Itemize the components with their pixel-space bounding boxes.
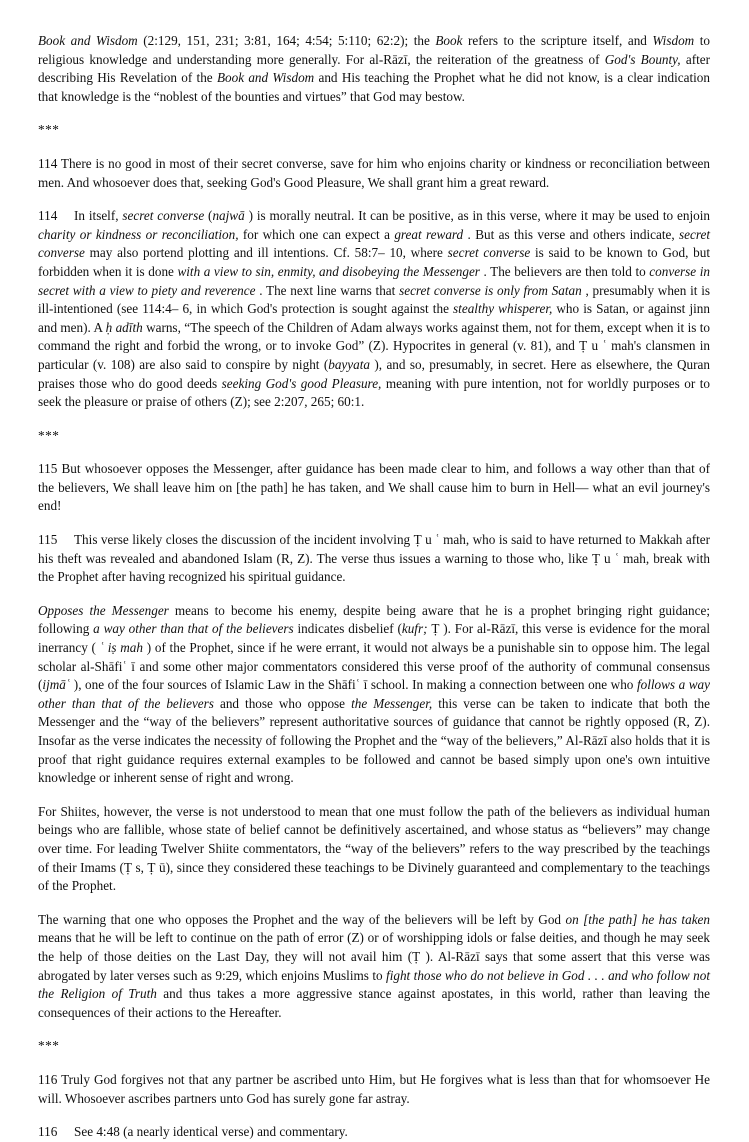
italic-kufr: kufr; [401, 621, 428, 637]
italic-charity-kindness-reconciliation: charity or kindness or reconciliation, [38, 226, 239, 242]
commentary-115-second: Opposes the Messenger means to become his enemy, despite being aware that he is a prophet bringing right guidance; following a way other than that of the believers indicates disbelief (kufr; Ṭ ). For al-Rāzī, this verse is evidence for the moral inerrancy ( ʿ iṣ mah ) of the Prophet, since if he were errant, it would not always be a punishable sin to oppose him. The legal scholar al-Shāfiʿ ī and some other major commentators considered this verse proof of the authority of communal consensus (ijmāʿ ), one of the four sources of Islamic Law in the Shāfiʿ ī school. In making a connection between one who follows a way other than that of the believers and those who oppose the Messenger, this verse can be taken to indicate that both the Messenger and the “way of the believers” represent authoritative sources of guidance that cannot be rightly opposed (R, Z). Insofar as the verse indicates the necessity of following the Prophet and the “way of the believers,” Al-Rāzī also holds that it is proof that right guidance requires external examples to be followed and cannot be based simply upon one's own intuitive knowledge or inherent sense of right and wrong. [38, 602, 711, 786]
italic-ijma: ijmāʿ [42, 677, 71, 693]
commentary-115-fourth: The warning that one who opposes the Prophet and the way of the believers will be left by God on [the path] he has taken means that he will be left to continue on the path of error (Z) or of worshipping idols or false deities, and though he may seek the help of those deities on the Last Day, they will not avail him (Ṭ ). Al-Rāzī says that some assert that this verse was abrogated by later verses such as 9:29, which enjoins Muslims to fight those who do not believe in God . . . and who follow not the Religion of Truth and thus takes a more aggressive stance against apostates, in this world, rather than leaving the consequences of their actions to the Hereafter. [38, 911, 710, 1020]
italic-converse-in-secret: converse in secret with a view to piety and reverence [38, 263, 710, 298]
italic-phrase-book-and-wisdom: Book and Wisdom [38, 33, 138, 48]
paragraph-opening-commentary: Book and Wisdom (2:129, 151, 231; 3:81, 164; 4:54; 5:110; 62:2); the Book refers to the scripture itself, and Wisdom to religious knowledge and understanding more generally. For al-Rāzī, the reiteration of the greatness of God's Bounty, after describing His Revelation of the Book and Wisdom and His teaching the Prophet what he did not know, is a clear indication that knowledge is the “noblest of the bounties and virtues” that God may bestow. [38, 33, 710, 104]
italic-with-a-view-to-sin: with a view to sin, enmity, and disobeying the Messenger [177, 263, 480, 279]
italic-phrase-gods-bounty: God's Bounty, [604, 51, 681, 67]
commentary-114: 114 In itself, secret converse (najwā ) is morally neutral. It can be positive, as in this verse, where it may be used to enjoin charity or kindness or reconciliation, for which one can expect a great reward . But as this verse and others indicate, secret converse may also portend plotting and ill intentions. Cf. 58:7– 10, where secret converse is said to be known to God, but forbidden when it is done with a view to sin, enmity, and disobeying the Messenger . The believers are then told to converse in secret with a view to piety and reverence . The next line warns that secret converse is only from Satan , presumably when it is ill-intentioned (see 114:4– 6, in which God's protection is sought against the stealthy whisperer, who is Satan, or against jinn and men). A ḥ adīth warns, “The speech of the Children of Adam always works against them, not for them, except when it is to command the right and forbid the wrong, or to invoke God” (Z). Hypocrites in general (v. 81), and Ṭ u ʿ mah's clansmen in particular (v. 108) are also said to conspire by night (bayyata ), and so, presumably, in secret. Here as elsewhere, the Quran praises those who do good deeds seeking God's good Pleasure, meaning with pure intention, not for worldly purposes or to seek the pleasure or praise of others (Z); see 2:207, 265; 60:1. [38, 208, 711, 410]
italic-a-way-other-than-that-of-the-believers-1: a way other than that of the believers [93, 621, 294, 637]
italic-bayyata: bayyata [328, 356, 375, 372]
italic-secret-converse-2: secret converse [38, 226, 711, 261]
italic-great-reward: great reward [394, 226, 464, 242]
italic-the-messenger: the Messenger, [351, 695, 433, 711]
italic-secret-converse-3: secret converse [447, 245, 531, 261]
section-separator-2: *** [38, 427, 60, 443]
italic-hadith: ḥ adīth [105, 319, 143, 335]
commentary-116-text: See 4:48 (a nearly identical verse) and commentary. [74, 1124, 348, 1140]
italic-fight-those-who-do-not-believe: fight those who do not believe in God . . . and who follow not the Religion of Truth [38, 967, 710, 1002]
section-separator-1: *** [38, 122, 60, 138]
italic-secret-converse-only-from-satan: secret converse is only from Satan [399, 282, 582, 298]
commentary-116-number: 116 [38, 1124, 58, 1140]
verse-114: 114 There is no good in most of their secret converse, save for him who enjoins charity or kindness or reconciliation between men. And whosoever does that, seeking God's Good Pleasure, We shall grant him a great reward. [38, 155, 710, 190]
verse-116: 116 Truly God forgives not that any partner be ascribed unto Him, but He forgives what is less than that for whomsoever He will. Whosoever ascribes partners unto God has surely gone far astray. [38, 1071, 710, 1106]
commentary-116 [38, 1123, 710, 1142]
italic-opposes-the-messenger: Opposes the Messenger [38, 602, 169, 618]
commentary-114-number: 114 [38, 208, 58, 224]
italic-stealthy-whisperer: stealthy whisperer, [453, 301, 553, 317]
italic-phrase-book-and-wisdom-2: Book and Wisdom [216, 70, 315, 86]
italic-isma: ʿ iṣ mah [99, 640, 143, 656]
section-separator-3: *** [38, 1038, 60, 1054]
italic-secret-converse-1: secret converse [122, 208, 205, 224]
italic-on-the-path-he-has-taken: on [the path] he has taken [565, 911, 710, 927]
italic-seeking-gods-good-pleasure: seeking God's good Pleasure, [221, 375, 382, 391]
page-content-column [38, 32, 710, 1142]
italic-a-way-other-than-that-of-the-believers-2: follows a way other than that of the believers [38, 677, 710, 711]
italic-phrase-book: Book [435, 33, 463, 48]
commentary-115-number: 115 [38, 532, 58, 548]
commentary-115-first: 115 This verse likely closes the discussion of the incident involving Ṭ u ʿ mah, who is said to have returned to Makkah after his theft was revealed and abandoned Islam (R, Z). The verse thus issues a warning to those who, like Ṭ u ʿ mah, break with the Prophet after having recognized his spiritual guidance. [38, 532, 710, 585]
commentary-115-third: For Shiites, however, the verse is not understood to mean that one must follow the path of the believers as individual human beings who are fallible, whose state of belief cannot be definitively ascertained, and whose status as “believers” may change over time. For leading Twelver Shiite commentators, the “way of the believers” refers to the way prescribed by the teachings of their Imams (Ṭ s, Ṭ ū), since they considered these teachings to be Divinely guaranteed and complementary to the teachings of the Prophet. [38, 803, 710, 894]
verse-115: 115 But whosoever opposes the Messenger, after guidance has been made clear to him, and follows a way other than that of the believers, We shall leave him on [the path] he has taken, and We shall cause him to burn in Hell— what an evil journey's end! [38, 461, 710, 514]
italic-najwa: najwā [212, 208, 249, 224]
italic-phrase-wisdom: Wisdom [652, 33, 695, 48]
